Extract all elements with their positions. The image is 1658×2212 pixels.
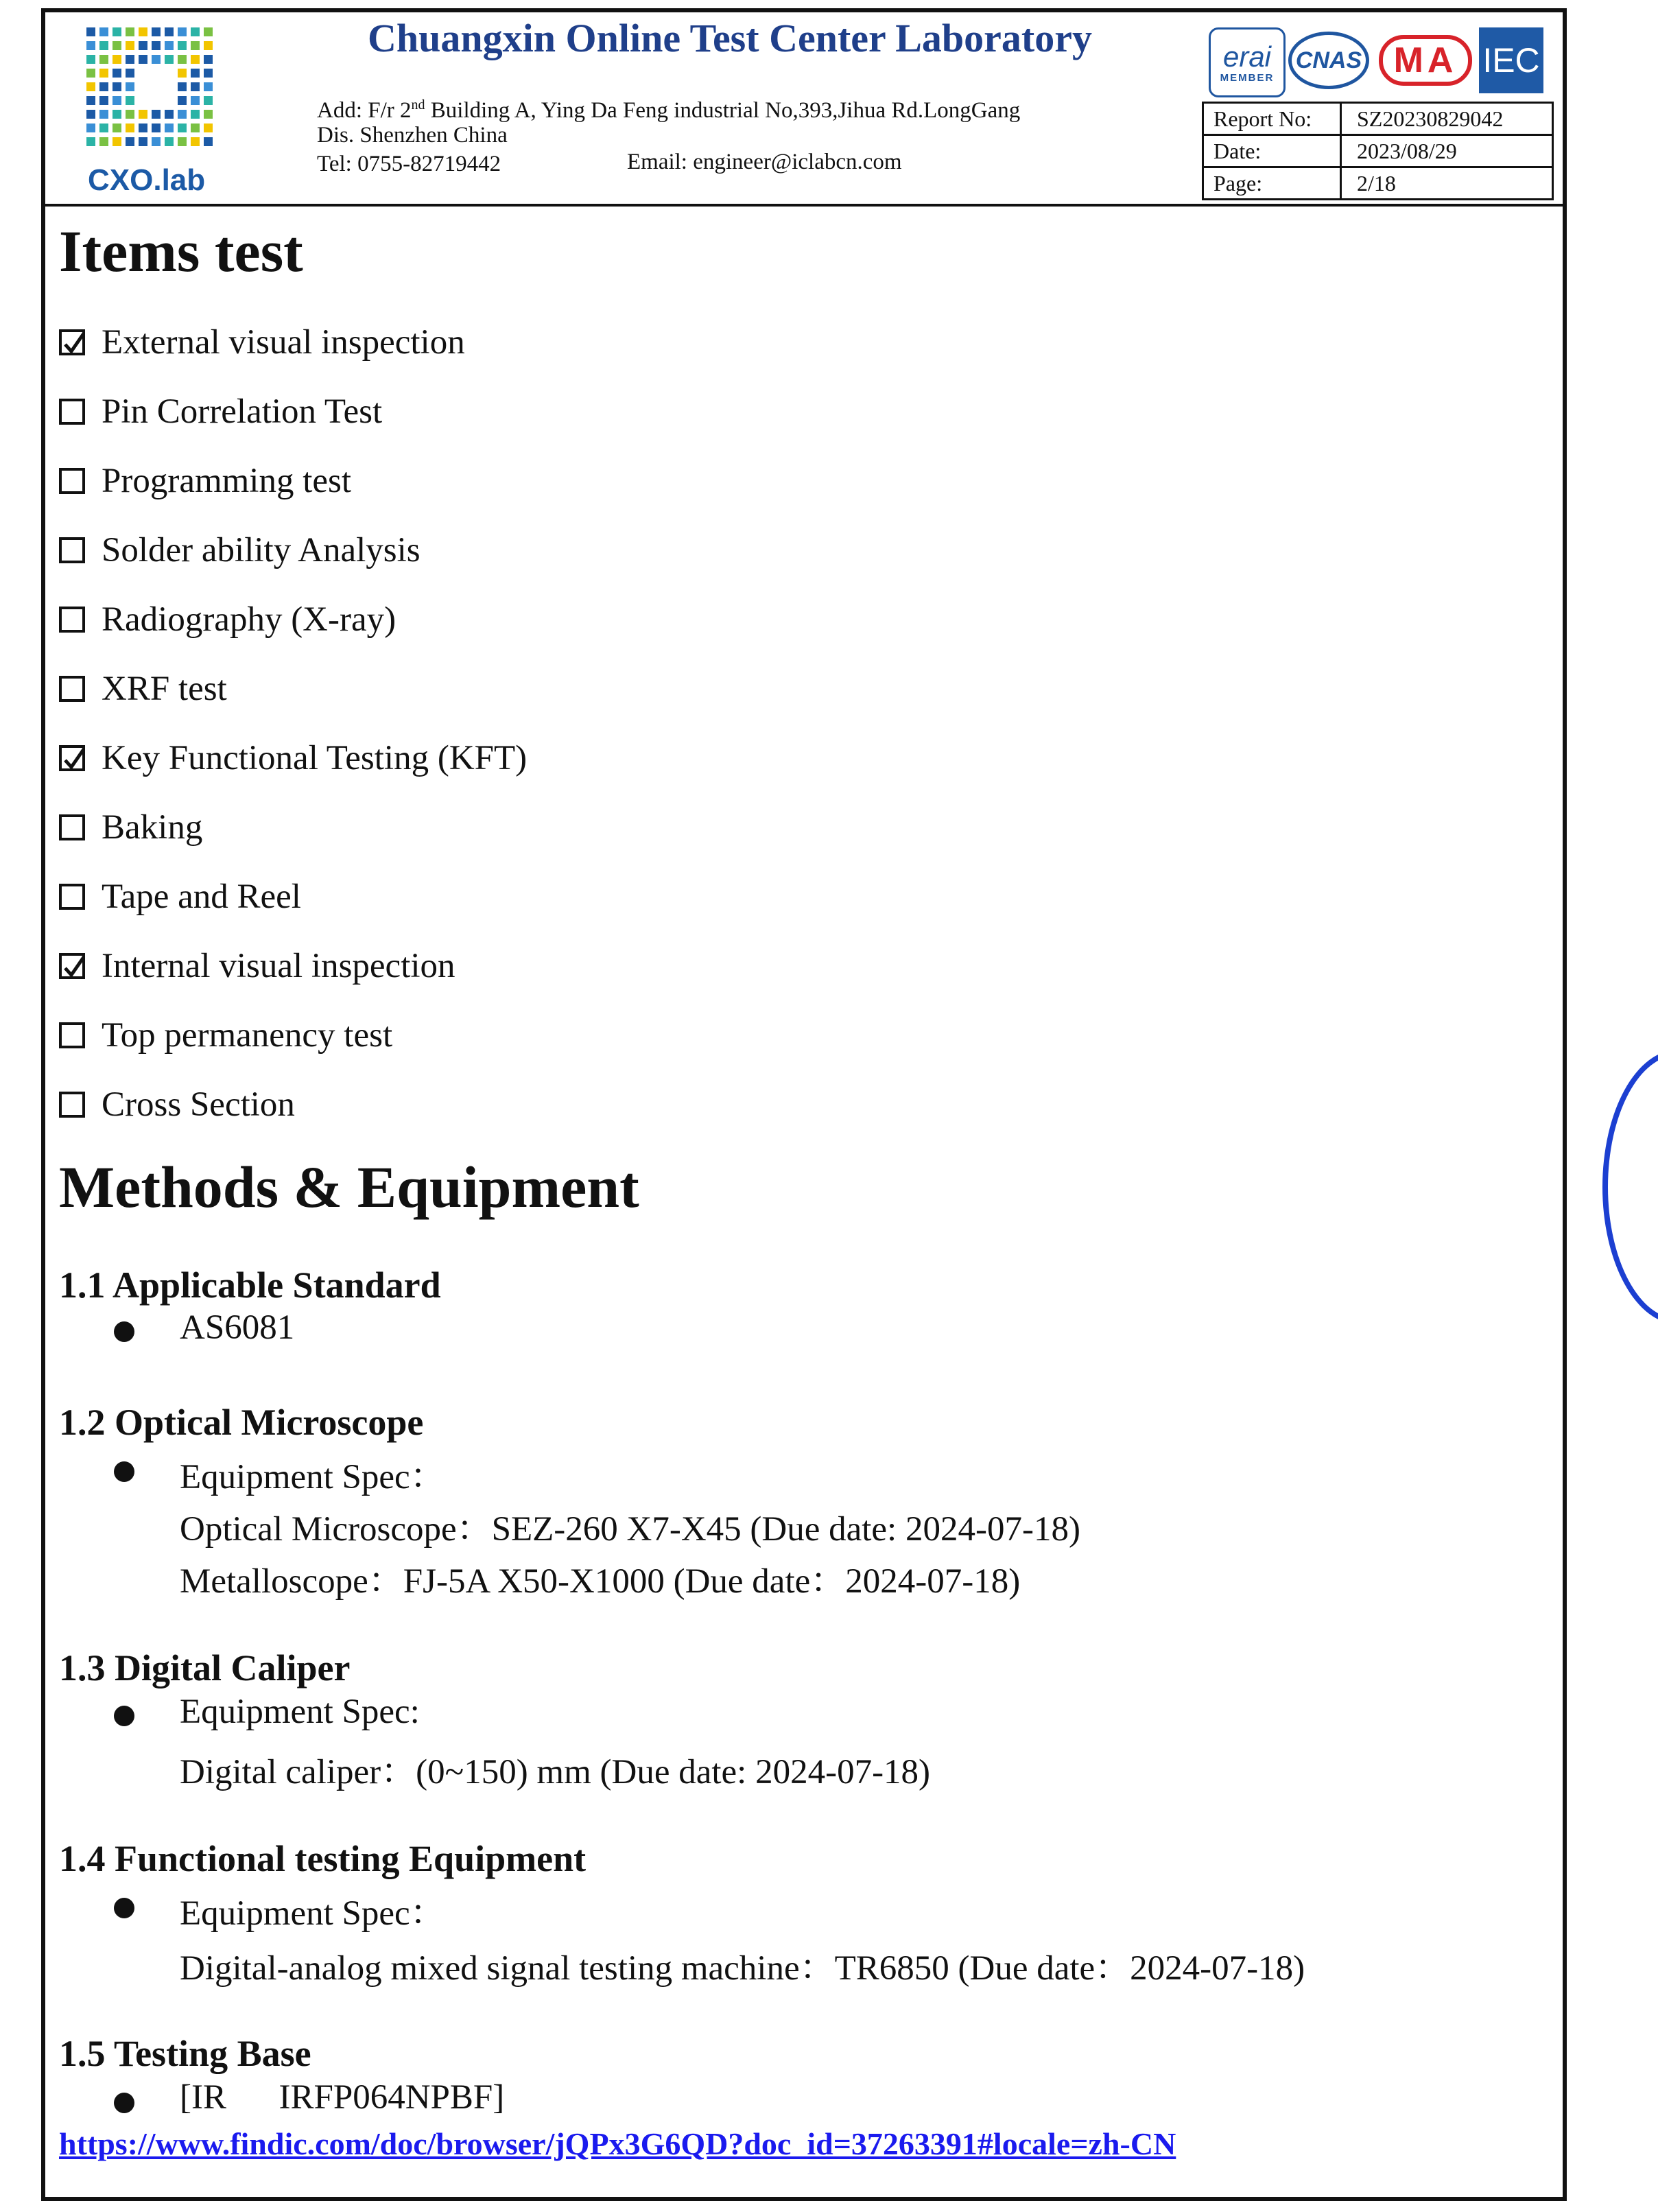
unchecked-box-icon — [59, 1092, 85, 1118]
checklist-item-label: Tape and Reel — [102, 878, 301, 916]
logo-square — [152, 55, 161, 64]
logo-square — [178, 110, 187, 119]
logo-square — [86, 41, 95, 50]
logo-square — [139, 123, 147, 132]
logo-square — [86, 69, 95, 78]
logo-square — [126, 123, 134, 132]
cnas-logo: CNAS — [1287, 27, 1371, 93]
checked-box-icon — [59, 745, 85, 771]
page-value: 2/18 — [1341, 167, 1553, 200]
checklist-item-label: Solder ability Analysis — [102, 531, 421, 569]
report-no-label: Report No: — [1203, 103, 1341, 135]
logo-square — [126, 137, 134, 146]
logo-square — [165, 123, 174, 132]
page-label: Page: — [1203, 167, 1341, 200]
checklist-item — [59, 1015, 392, 1055]
logo-square — [86, 96, 95, 105]
logo-square — [112, 137, 121, 146]
logo-square — [178, 123, 187, 132]
logo-square — [139, 27, 147, 36]
checklist-item-label: Key Functional Testing (KFT) — [102, 739, 528, 777]
logo-square — [204, 41, 213, 50]
logo-square — [99, 69, 108, 78]
company-seal-icon — [1602, 1050, 1658, 1324]
checklist-item-label: Baking — [102, 808, 203, 847]
logo-square — [178, 27, 187, 36]
checklist-item — [59, 600, 396, 639]
checklist-item — [59, 461, 351, 501]
checklist-item-label: Radiography (X-ray) — [102, 600, 396, 639]
logo-square — [152, 123, 161, 132]
section-1-4-line-2: Digital-analog mixed signal testing machine：TR6850 (Due date：2024-07-18) — [180, 1949, 1305, 1988]
logo-square — [86, 27, 95, 36]
logo-square — [86, 55, 95, 64]
unchecked-box-icon — [59, 468, 85, 494]
logo-square — [191, 41, 200, 50]
logo-square — [139, 41, 147, 50]
logo-square — [126, 96, 134, 105]
checklist-item-label: Top permanency test — [102, 1016, 393, 1055]
checklist-item-label: Cross Section — [102, 1085, 295, 1124]
checked-box-icon — [59, 953, 85, 979]
unchecked-box-icon — [59, 884, 85, 910]
report-no-value: SZ20230829042 — [1341, 103, 1553, 135]
unchecked-box-icon — [59, 814, 85, 840]
section-1-2-line-1: Equipment Spec： — [180, 1458, 445, 1496]
logo-square — [191, 82, 200, 91]
logo-square — [112, 96, 121, 105]
section-1-1-title: 1.1 Applicable Standard — [59, 1264, 441, 1306]
checklist-item-label: Internal visual inspection — [102, 947, 455, 985]
checklist-item — [59, 669, 227, 709]
logo-square — [152, 110, 161, 119]
logo-square — [178, 55, 187, 64]
date-value: 2023/08/29 — [1341, 135, 1553, 167]
logo-text: CXO.lab — [88, 163, 206, 197]
logo-square — [191, 137, 200, 146]
logo-square — [99, 96, 108, 105]
logo-square — [204, 69, 213, 78]
section-1-5-title: 1.5 Testing Base — [59, 2033, 311, 2074]
logo-square — [112, 41, 121, 50]
unchecked-box-icon — [59, 676, 85, 702]
logo-square — [165, 41, 174, 50]
logo-square — [204, 55, 213, 64]
logo-square — [86, 137, 95, 146]
telephone: Tel: 0755-82719442 — [317, 152, 501, 176]
logo-square — [178, 82, 187, 91]
logo-square — [191, 55, 200, 64]
logo-square — [191, 27, 200, 36]
section-1-4-title: 1.4 Functional testing Equipment — [59, 1838, 587, 1879]
methods-heading: Methods & Equipment — [59, 1154, 639, 1220]
logo-square — [204, 137, 213, 146]
logo-square — [126, 110, 134, 119]
checklist-item — [59, 946, 455, 986]
logo-square — [99, 55, 108, 64]
checklist-item-label: Programming test — [102, 462, 352, 500]
logo-square — [112, 82, 121, 91]
logo-square — [86, 82, 95, 91]
logo-square — [99, 123, 108, 132]
checklist-item-label: XRF test — [102, 670, 227, 708]
logo-square — [99, 82, 108, 91]
header-divider — [45, 204, 1563, 207]
address-line-2: Dis. Shenzhen China — [317, 123, 508, 148]
logo-square — [99, 110, 108, 119]
unchecked-box-icon — [59, 399, 85, 425]
logo-square — [165, 137, 174, 146]
logo-square — [178, 96, 187, 105]
logo-square — [112, 110, 121, 119]
logo-square — [204, 96, 213, 105]
checked-box-icon — [59, 329, 85, 355]
bullet-icon — [114, 1898, 134, 1918]
logo-square — [204, 82, 213, 91]
logo-square — [165, 55, 174, 64]
datasheet-link[interactable]: https://www.findic.com/doc/browser/jQPx3G6QD?doc_id=37263391#locale=zh-CN — [59, 2126, 1176, 2161]
logo-square — [126, 27, 134, 36]
section-1-2-title: 1.2 Optical Microscope — [59, 1402, 424, 1443]
erai-member-logo: erai MEMBER — [1209, 27, 1286, 97]
unchecked-box-icon — [59, 537, 85, 563]
section-1-2-line-2: Optical Microscope：SEZ-260 X7-X45 (Due date: 2024-07-18) — [180, 1510, 1080, 1549]
logo-square — [112, 27, 121, 36]
checklist-item — [59, 738, 527, 778]
section-1-2-line-3: Metalloscope：FJ-5A X50-X1000 (Due date：2024-07-18) — [180, 1562, 1021, 1601]
logo-square — [204, 123, 213, 132]
logo-square — [86, 110, 95, 119]
section-1-3-title: 1.3 Digital Caliper — [59, 1647, 351, 1689]
logo-square — [178, 69, 187, 78]
checklist-item — [59, 392, 382, 432]
section-1-5-line-1: [IR IRFP064NPBF] — [180, 2078, 505, 2117]
logo-square — [191, 110, 200, 119]
logo-square — [112, 123, 121, 132]
section-1-1-line-1: AS6081 — [180, 1308, 295, 1347]
section-1-3-line-1: Equipment Spec: — [180, 1693, 420, 1731]
section-1-3-line-2: Digital caliper：(0~150) mm (Due date: 2024-07-18) — [180, 1753, 931, 1791]
checklist-item — [59, 808, 202, 847]
bullet-icon — [114, 1461, 134, 1482]
logo-square — [112, 55, 121, 64]
page-row — [1203, 167, 1553, 200]
checklist-item-label: External visual inspection — [102, 323, 465, 362]
logo-square — [178, 137, 187, 146]
cma-logo: MA — [1377, 27, 1473, 93]
date-label: Date: — [1203, 135, 1341, 167]
unchecked-box-icon — [59, 607, 85, 633]
logo-square — [191, 69, 200, 78]
logo-square — [152, 41, 161, 50]
logo-square — [99, 27, 108, 36]
checklist-item — [59, 1085, 295, 1125]
logo-square — [86, 123, 95, 132]
iec-logo: IEC — [1479, 27, 1543, 93]
date-row — [1203, 135, 1553, 167]
logo-square — [204, 27, 213, 36]
address-line-1: Add: F/r 2nd Building A, Ying Da Feng industrial No,393,Jihua Rd.LongGang — [317, 97, 1021, 123]
logo-square — [126, 41, 134, 50]
logo-square — [178, 41, 187, 50]
section-1-4-line-1: Equipment Spec： — [180, 1894, 445, 1933]
logo-square — [99, 41, 108, 50]
bullet-icon — [114, 2093, 134, 2113]
logo-square — [126, 82, 134, 91]
logo-square — [139, 55, 147, 64]
logo-square — [204, 110, 213, 119]
logo-square — [152, 27, 161, 36]
bullet-icon — [114, 1321, 134, 1342]
logo-square — [139, 137, 147, 146]
logo-square — [126, 55, 134, 64]
report-info-table — [1202, 102, 1554, 200]
logo-square — [99, 137, 108, 146]
items-test-heading: Items test — [59, 218, 303, 284]
checklist-item — [59, 877, 301, 917]
checklist-item-label: Pin Correlation Test — [102, 392, 383, 431]
logo-square — [139, 110, 147, 119]
email: Email: engineer@iclabcn.com — [627, 150, 902, 174]
checklist-item — [59, 322, 465, 362]
checklist-item — [59, 530, 421, 570]
unchecked-box-icon — [59, 1022, 85, 1048]
logo-square — [112, 69, 121, 78]
logo-square — [165, 110, 174, 119]
logo-square — [165, 27, 174, 36]
report-no-row — [1203, 103, 1553, 135]
logo-square — [152, 137, 161, 146]
logo-square — [191, 123, 200, 132]
logo-square — [126, 69, 134, 78]
lab-name: Chuangxin Online Test Center Laboratory — [368, 16, 1092, 60]
logo-square — [191, 96, 200, 105]
bullet-icon — [114, 1706, 134, 1726]
